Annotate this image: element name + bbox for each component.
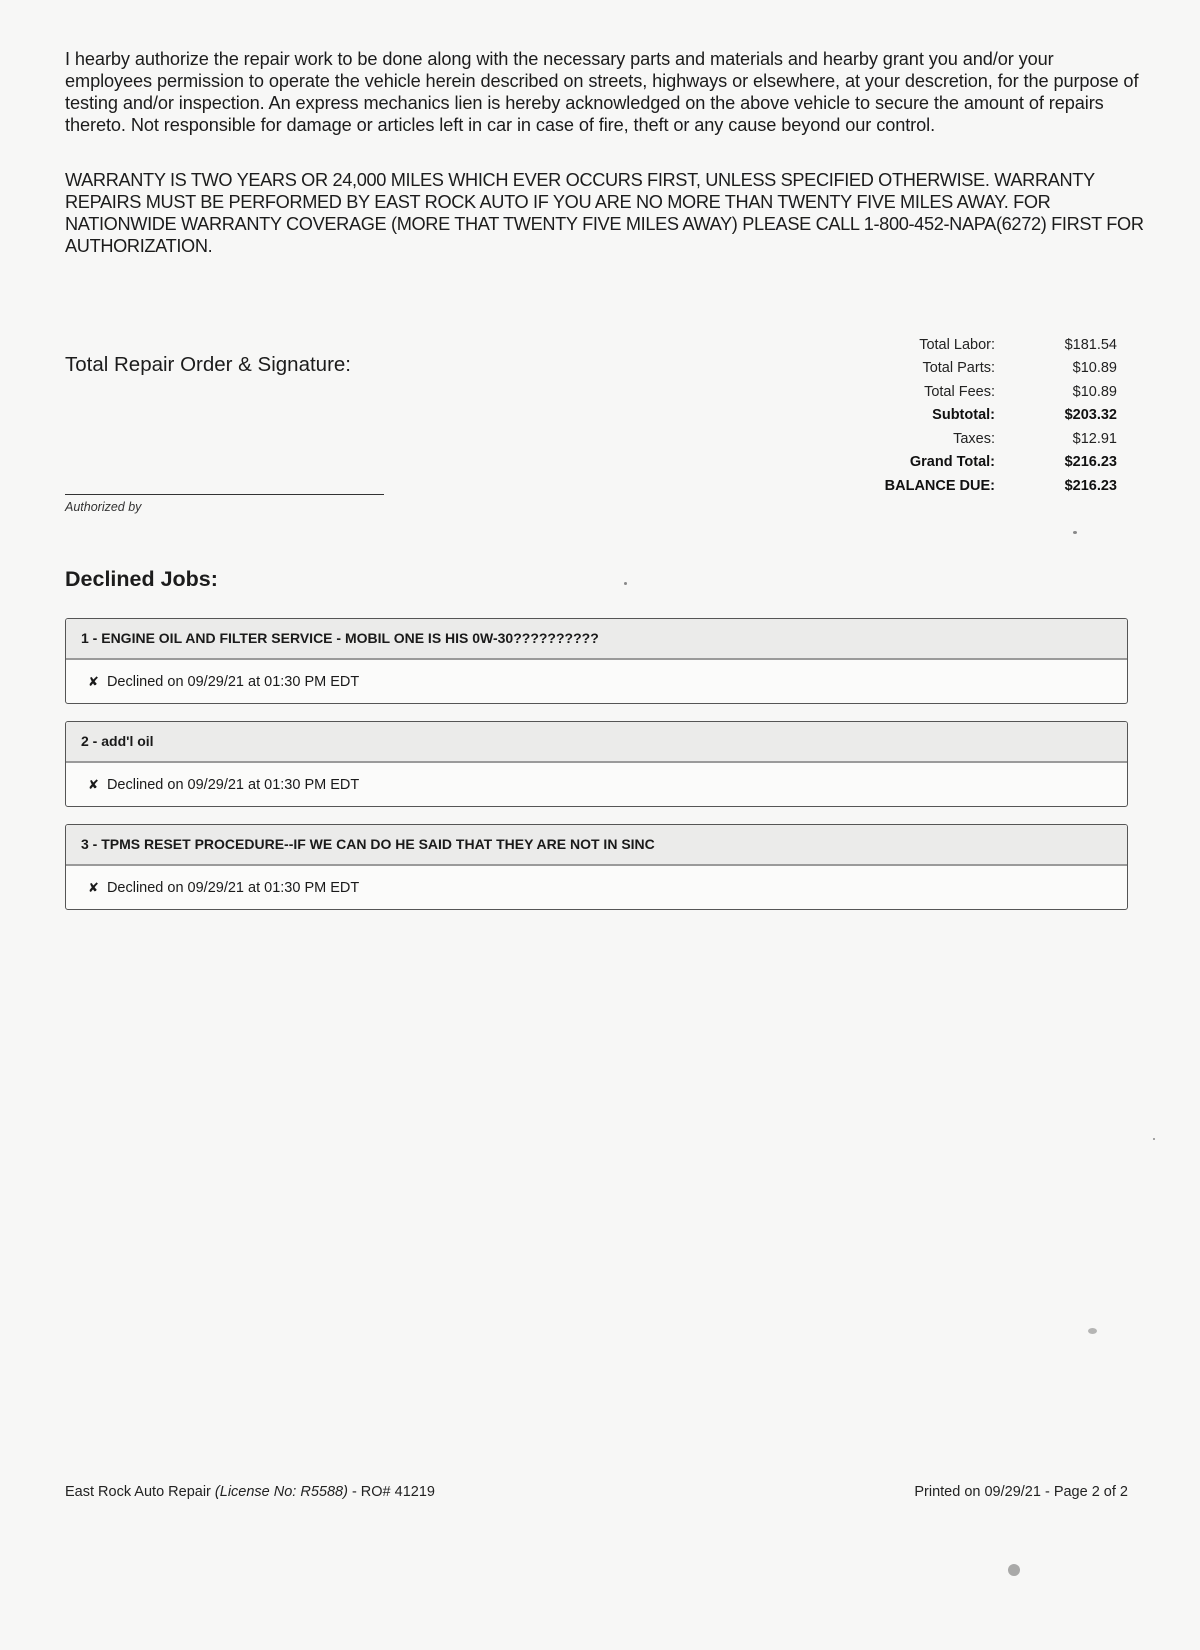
totals-row-parts	[820, 357, 1120, 381]
balance-due-value: $216.23	[1064, 477, 1117, 494]
totals-row-grand-total	[820, 451, 1120, 475]
declined-job-card	[65, 618, 1128, 704]
x-mark-icon: ✘	[88, 674, 99, 689]
scan-speck	[1088, 1328, 1097, 1334]
taxes-label: Taxes:	[953, 430, 995, 447]
declined-job-status	[66, 763, 1127, 806]
taxes-value: $12.91	[1072, 430, 1117, 447]
grand-total-label: Grand Total:	[909, 454, 995, 471]
subtotal-label: Subtotal:	[932, 407, 995, 424]
declined-job-status	[66, 866, 1127, 909]
scan-speck	[1008, 1564, 1020, 1576]
declined-job-title: 3 - TPMS RESET PROCEDURE--IF WE CAN DO HE SAID THAT THEY ARE NOT IN SINC	[66, 825, 1127, 866]
footer-license: (License No: R5588)	[214, 1484, 348, 1500]
declined-job-status-text: Declined on 09/29/21 at 01:30 PM EDT	[106, 777, 360, 793]
total-labor-value: $181.54	[1064, 336, 1117, 353]
total-parts-value: $10.89	[1072, 360, 1117, 377]
declined-job-status	[66, 660, 1127, 703]
footer-shop-info	[65, 1484, 435, 1500]
subtotal-value: $203.32	[1064, 407, 1117, 424]
total-fees-label: Total Fees:	[924, 383, 995, 400]
scan-speck	[624, 582, 627, 585]
totals-row-balance-due	[820, 474, 1120, 498]
totals-row-taxes	[820, 427, 1120, 451]
balance-due-label: BALANCE DUE:	[884, 477, 995, 494]
total-labor-label: Total Labor:	[919, 336, 995, 353]
authorized-by-label: Authorized by	[65, 500, 142, 514]
declined-job-status-text: Declined on 09/29/21 at 01:30 PM EDT	[106, 674, 360, 690]
footer-printed-page: Printed on 09/29/21 - Page 2 of 2	[914, 1484, 1128, 1500]
declined-job-card	[65, 721, 1128, 807]
declined-job-title: 1 - ENGINE OIL AND FILTER SERVICE - MOBIL ONE IS HIS 0W-30??????????	[66, 619, 1127, 660]
scan-speck	[1153, 1138, 1155, 1140]
total-parts-label: Total Parts:	[922, 360, 995, 377]
authorization-paragraph: I hearby authorize the repair work to be done along with the necessary parts and materials and hearby grant you and/or your employees permission to operate the vehicle herein described on streets, highways or elsewhere, at your descretion, for the purpose of testing and/or inspection. An express mechanics lien is hereby acknowledged on the above vehicle to secure the amount of repairs thereto. Not responsible for damage or articles left in car in case of fire, theft or any cause beyond our control.	[65, 49, 1139, 135]
scan-speck	[1073, 531, 1077, 534]
grand-total-value: $216.23	[1064, 454, 1117, 471]
totals-row-subtotal	[820, 404, 1120, 428]
footer-ro-number: - RO# 41219	[351, 1484, 435, 1500]
footer-shop-name: East Rock Auto Repair	[65, 1484, 211, 1500]
signature-line	[65, 494, 384, 495]
totals-row-labor	[820, 333, 1120, 357]
declined-job-title: 2 - add'l oil	[66, 722, 1127, 763]
declined-job-card	[65, 824, 1128, 910]
x-mark-icon: ✘	[88, 777, 99, 792]
declined-job-status-text: Declined on 09/29/21 at 01:30 PM EDT	[106, 880, 360, 896]
totals-row-fees	[820, 380, 1120, 404]
declined-jobs-title: Declined Jobs:	[65, 567, 218, 591]
signature-section-title: Total Repair Order & Signature:	[65, 353, 351, 376]
warranty-paragraph: WARRANTY IS TWO YEARS OR 24,000 MILES WHICH EVER OCCURS FIRST, UNLESS SPECIFIED OTHERWISE. WARRANTY REPAIRS MUST BE PERFORMED BY EAST ROCK AUTO IF YOU ARE NO MORE THAN TWENTY FIVE MILES AWAY. FOR NATIONWIDE WARRANTY COVERAGE (MORE THAT TWENTY FIVE MILES AWAY) PLEASE CALL 1-800-452-NAPA(6272) FIRST FOR AUTHORIZATION.	[65, 170, 1144, 256]
total-fees-value: $10.89	[1072, 383, 1117, 400]
x-mark-icon: ✘	[88, 880, 99, 895]
totals-summary	[820, 333, 1120, 498]
declined-jobs-list	[65, 618, 1128, 927]
